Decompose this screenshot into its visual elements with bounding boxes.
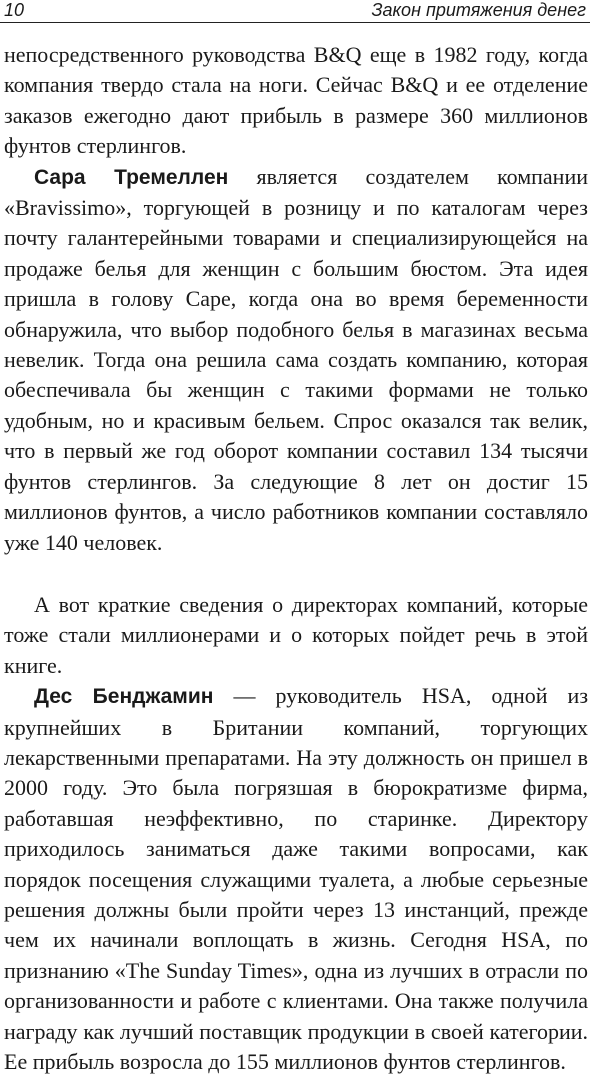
paragraph-text: А вот краткие сведения о директорах компаний, которые тоже стали миллионерами и о которых пойдет речь в этой книге. [4, 591, 588, 678]
running-header [0, 0, 590, 23]
page-number: 10 [4, 0, 25, 20]
paragraph-text: — руководитель HSA, одной из крупнейших в Британии компаний, торгующих лекарственными препаратами. На эту должность он пришел в 2000 году. Это была погрязшая в бюрократизме фирма, работавшая неэффективно, по старинке. Директору приходилось заниматься даже такими вопросами, как порядок посещения служащими туалета, а любые серьезные решения должны были пройти через 13 инстанций, прежде чем их начинали воплощать в жизнь. Сегодня HSA, по признанию «The Sunday Times», одна из лучших в отрасли по организованности и работе с клиентами. Она также получила награду как лучший поставщик продукции в своей категории. Ее прибыль возросла до 155 миллионов фунтов стерлингов. [4, 683, 589, 1074]
paragraph-benjamin [4, 681, 588, 1077]
lead-name: Сара Тремеллен [34, 165, 229, 189]
paragraph-tremellen [4, 162, 588, 558]
lead-name: Дес Бенджамин [34, 685, 214, 709]
body-text [4, 40, 588, 1077]
running-title: Закон притяжения денег [371, 0, 586, 20]
paragraph-continuation [4, 40, 588, 162]
paragraph-intro [4, 590, 588, 681]
paragraph-text: непосредственного руководства B&Q еще в 1982 году, когда компания твердо стала на ноги. Сейчас B&Q и ее отделение заказов ежегодно дают прибыль в размере 360 миллионов фунтов стерлингов. [4, 42, 588, 159]
paragraph-text: является создателем компании «Bravissimo», торгующей в розницу и по каталогам через почту галантерейными товарами и специализирующейся на продаже белья для женщин с большим бюстом. Эта идея пришла в голову Саре, когда она во время беременности обнаружила, что выбор подобного белья в магазинах весьма невелик. Тогда она решила сама создать компанию, которая обеспечивала бы женщин с такими формами не только удобным, но и красивым бельем. Спрос оказался так велик, что в первый же год оборот компании составил 134 тысячи фунтов стерлингов. За следующие 8 лет он достиг 15 миллионов фунтов, а число работников компании составляло уже 140 человек. [4, 163, 588, 555]
